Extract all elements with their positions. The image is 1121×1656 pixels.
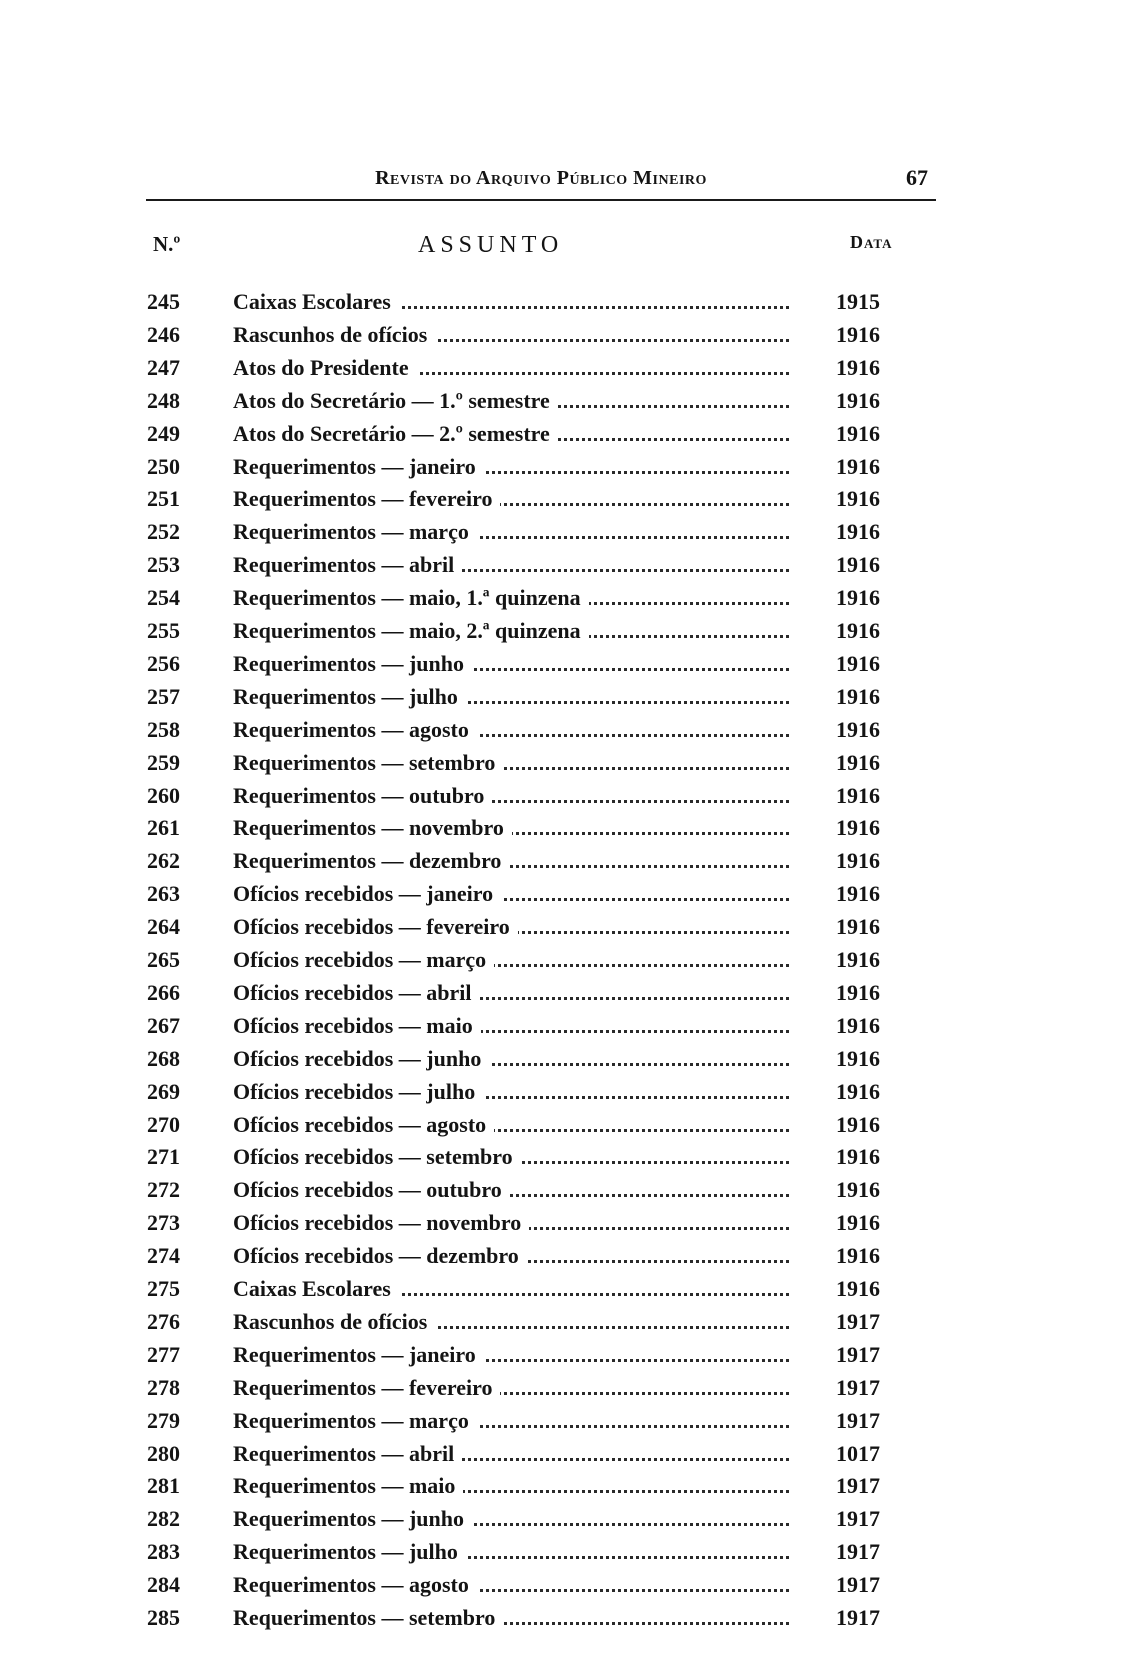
entry-date: 1916: [836, 749, 880, 775]
entry-number: 257: [147, 683, 180, 709]
table-row: [0, 1272, 1121, 1305]
entry-subject: Atos do Presidente: [233, 355, 417, 380]
entry-subject-cell: [233, 285, 789, 318]
entry-subject: Ofícios recebidos — março: [233, 947, 494, 972]
entry-subject: Caixas Escolares: [233, 1276, 399, 1301]
entry-subject: Requerimentos — maio, 2.ª quinzena: [233, 618, 589, 643]
entry-subject: Requerimentos — julho: [233, 684, 466, 709]
entry-subject: Rascunhos de ofícios: [233, 322, 435, 347]
table-row: [0, 482, 1121, 515]
entry-subject-cell: [233, 450, 789, 483]
entry-subject: Ofícios recebidos — julho: [233, 1079, 483, 1104]
table-row: [0, 877, 1121, 910]
entry-date: 1916: [836, 1045, 880, 1071]
entry-subject: Ofícios recebidos — novembro: [233, 1210, 529, 1235]
entry-date: 1916: [836, 782, 880, 808]
entry-number: 247: [147, 354, 180, 380]
entry-number: 282: [147, 1506, 180, 1532]
entry-number: 269: [147, 1078, 180, 1104]
entry-date: 1916: [836, 387, 880, 413]
entry-subject: Atos do Secretário — 2.º semestre: [233, 421, 558, 446]
running-header: [146, 163, 936, 199]
entry-number: 261: [147, 815, 180, 841]
entry-subject-cell: [233, 1305, 789, 1338]
entry-subject-cell: [233, 1568, 789, 1601]
entry-subject: Requerimentos — março: [233, 519, 477, 544]
entry-subject: Requerimentos — dezembro: [233, 848, 509, 873]
entry-date: 1916: [836, 1078, 880, 1104]
entry-subject-cell: [233, 1009, 789, 1042]
table-row: [0, 713, 1121, 746]
entry-subject-cell: [233, 548, 789, 581]
entry-subject-cell: [233, 811, 789, 844]
entry-subject: Ofícios recebidos — dezembro: [233, 1243, 527, 1268]
entry-subject-cell: [233, 1075, 789, 1108]
table-row: [0, 1404, 1121, 1437]
entry-subject: Requerimentos — abril: [233, 552, 462, 577]
table-row: [0, 1239, 1121, 1272]
entry-number: 251: [147, 486, 180, 512]
entry-date: 1917: [836, 1605, 880, 1630]
entry-number: 276: [147, 1308, 180, 1334]
entry-subject-cell: [233, 976, 789, 1009]
entry-number: 271: [147, 1144, 180, 1170]
entry-subject: Requerimentos — fevereiro: [233, 1375, 500, 1400]
table-row: [0, 581, 1121, 614]
entry-number: 279: [147, 1407, 180, 1433]
entry-subject: Requerimentos — setembro: [233, 750, 503, 775]
entry-subject-cell: [233, 351, 789, 384]
entry-subject-cell: [233, 943, 789, 976]
entry-subject: Requerimentos — novembro: [233, 815, 512, 840]
entry-date: 1917: [836, 1374, 880, 1400]
entry-subject-cell: [233, 1404, 789, 1437]
table-row: [0, 384, 1121, 417]
table-row: [0, 811, 1121, 844]
entry-subject-cell: [233, 680, 789, 713]
entry-subject-cell: [233, 1371, 789, 1404]
entry-number: 285: [147, 1605, 180, 1630]
entry-subject: Requerimentos — janeiro: [233, 454, 484, 479]
page-number: 67: [906, 165, 928, 190]
entry-date: 1917: [836, 1506, 880, 1532]
entry-number: 253: [147, 552, 180, 578]
entry-subject-cell: [233, 417, 789, 450]
table-row: [0, 779, 1121, 812]
entry-subject: Requerimentos — outubro: [233, 783, 492, 808]
table-row: [0, 417, 1121, 450]
table-row: [0, 1601, 1121, 1634]
entry-subject: Requerimentos — abril: [233, 1441, 462, 1466]
entry-subject: Ofícios recebidos — fevereiro: [233, 914, 518, 939]
entry-subject: Requerimentos — setembro: [233, 1605, 503, 1630]
table-row: [0, 548, 1121, 581]
entry-subject-cell: [233, 1272, 789, 1305]
entry-subject: Ofícios recebidos — maio: [233, 1013, 481, 1038]
entry-subject-cell: [233, 1173, 789, 1206]
column-header-subject: ASSUNTO: [418, 232, 564, 258]
entry-subject-cell: [233, 1239, 789, 1272]
entry-date: 1916: [836, 947, 880, 972]
entry-number: 259: [147, 749, 180, 775]
entry-subject-cell: [233, 1042, 789, 1075]
table-row: [0, 1108, 1121, 1141]
table-row: [0, 450, 1121, 483]
entry-date: 1917: [836, 1341, 880, 1367]
entry-subject-cell: [233, 844, 789, 877]
table-row: [0, 1437, 1121, 1470]
entry-subject: Requerimentos — março: [233, 1408, 477, 1433]
entry-number: 245: [147, 289, 180, 314]
entry-number: 270: [147, 1111, 180, 1137]
entry-subject-cell: [233, 713, 789, 746]
entry-subject: Requerimentos — maio, 1.ª quinzena: [233, 585, 589, 610]
entry-number: 265: [147, 947, 180, 972]
entry-date: 1916: [836, 1243, 880, 1269]
entry-number: 277: [147, 1341, 180, 1367]
entry-date: 1916: [836, 979, 880, 1005]
table-row: [0, 680, 1121, 713]
entry-date: 1916: [836, 815, 880, 841]
entry-number: 275: [147, 1276, 180, 1301]
table-row: [0, 746, 1121, 779]
entry-subject-cell: [233, 318, 789, 351]
entry-number: 263: [147, 881, 180, 907]
entry-subject-cell: [233, 1502, 789, 1535]
entry-subject: Requerimentos — junho: [233, 651, 472, 676]
entry-date: 1916: [836, 321, 880, 347]
table-row: [0, 1535, 1121, 1568]
entry-subject: Ofícios recebidos — janeiro: [233, 881, 501, 906]
entry-subject: Caixas Escolares: [233, 289, 399, 314]
entry-number: 278: [147, 1374, 180, 1400]
table-row: [0, 318, 1121, 351]
table-row: [0, 976, 1121, 1009]
entry-date: 1916: [836, 1144, 880, 1170]
entry-number: 258: [147, 716, 180, 742]
entry-number: 267: [147, 1012, 180, 1038]
entry-number: 262: [147, 848, 180, 874]
entry-subject: Requerimentos — maio: [233, 1473, 463, 1498]
entry-subject: Atos do Secretário — 1.º semestre: [233, 388, 558, 413]
entry-subject-cell: [233, 1140, 789, 1173]
entry-number: 255: [147, 618, 180, 643]
entry-date: 1917: [836, 1572, 880, 1598]
entry-date: 1916: [836, 683, 880, 709]
entry-date: 1916: [836, 1177, 880, 1203]
entry-number: 249: [147, 420, 180, 446]
journal-title: Revista do Arquivo Público Mineiro: [375, 167, 707, 189]
entry-date: 1916: [836, 881, 880, 907]
table-row: [0, 515, 1121, 548]
entry-date: 1917: [836, 1473, 880, 1499]
entry-number: 256: [147, 650, 180, 676]
table-row: [0, 1042, 1121, 1075]
entry-subject: Ofícios recebidos — setembro: [233, 1144, 521, 1169]
entry-date: 1916: [836, 914, 880, 940]
entry-date: 1916: [836, 848, 880, 874]
entry-subject-cell: [233, 877, 789, 910]
entry-subject: Ofícios recebidos — outubro: [233, 1177, 510, 1202]
header-rule: [146, 199, 936, 201]
table-row: [0, 1009, 1121, 1042]
entry-subject: Requerimentos — julho: [233, 1539, 466, 1564]
table-row: [0, 1305, 1121, 1338]
entry-subject-cell: [233, 910, 789, 943]
table-row: [0, 1173, 1121, 1206]
entry-number: 272: [147, 1177, 180, 1203]
entry-subject-cell: [233, 1469, 789, 1502]
entry-subject: Rascunhos de ofícios: [233, 1309, 435, 1334]
entry-date: 1916: [836, 1111, 880, 1137]
entry-number: 280: [147, 1440, 180, 1466]
entry-date: 1916: [836, 1210, 880, 1236]
entry-date: 1017: [836, 1440, 880, 1466]
entry-subject: Ofícios recebidos — junho: [233, 1046, 489, 1071]
entry-number: 266: [147, 979, 180, 1005]
entry-subject: Requerimentos — junho: [233, 1506, 472, 1531]
entry-date: 1916: [836, 1276, 880, 1301]
entry-subject-cell: [233, 515, 789, 548]
entry-number: 264: [147, 914, 180, 940]
entry-number: 274: [147, 1243, 180, 1269]
entry-number: 273: [147, 1210, 180, 1236]
table-row: [0, 351, 1121, 384]
entry-subject-cell: [233, 482, 789, 515]
entry-date: 1916: [836, 1012, 880, 1038]
entry-date: 1916: [836, 716, 880, 742]
entry-date: 1916: [836, 420, 880, 446]
table-row: [0, 1338, 1121, 1371]
entry-number: 260: [147, 782, 180, 808]
entry-number: 246: [147, 321, 180, 347]
table-row: [0, 1075, 1121, 1108]
entry-subject-cell: [233, 614, 789, 647]
entry-subject-cell: [233, 1601, 789, 1634]
entry-date: 1916: [836, 650, 880, 676]
entry-subject: Requerimentos — agosto: [233, 1572, 477, 1597]
table-row: [0, 647, 1121, 680]
table-row: [0, 844, 1121, 877]
table-row: [0, 943, 1121, 976]
entry-number: 283: [147, 1539, 180, 1565]
table-row: [0, 1469, 1121, 1502]
entry-subject: Requerimentos — janeiro: [233, 1342, 484, 1367]
entry-subject-cell: [233, 746, 789, 779]
entry-date: 1916: [836, 585, 880, 611]
entry-date: 1916: [836, 552, 880, 578]
entry-date: 1917: [836, 1407, 880, 1433]
entry-date: 1917: [836, 1539, 880, 1565]
column-header-number: N.º: [153, 232, 181, 256]
entry-number: 248: [147, 387, 180, 413]
entry-subject: Ofícios recebidos — abril: [233, 980, 480, 1005]
entry-subject-cell: [233, 1535, 789, 1568]
column-header-date: Data: [850, 232, 893, 252]
table-row: [0, 1502, 1121, 1535]
entry-subject-cell: [233, 647, 789, 680]
entry-subject: Requerimentos — agosto: [233, 717, 477, 742]
entry-date: 1916: [836, 486, 880, 512]
table-row: [0, 285, 1121, 318]
table-row: [0, 614, 1121, 647]
table-row: [0, 1140, 1121, 1173]
entry-date: 1917: [836, 1308, 880, 1334]
entry-number: 250: [147, 453, 180, 479]
entry-number: 268: [147, 1045, 180, 1071]
entry-subject-cell: [233, 779, 789, 812]
entry-number: 252: [147, 519, 180, 545]
entry-subject-cell: [233, 1437, 789, 1470]
entry-date: 1915: [836, 289, 880, 314]
entry-subject-cell: [233, 1338, 789, 1371]
entry-number: 281: [147, 1473, 180, 1499]
entry-subject: Ofícios recebidos — agosto: [233, 1112, 494, 1137]
entry-number: 254: [147, 585, 180, 611]
entry-subject-cell: [233, 1108, 789, 1141]
table-row: [0, 910, 1121, 943]
entry-subject-cell: [233, 1206, 789, 1239]
entry-subject-cell: [233, 384, 789, 417]
table-row: [0, 1206, 1121, 1239]
table-row: [0, 1371, 1121, 1404]
entry-date: 1916: [836, 618, 880, 643]
entry-date: 1916: [836, 354, 880, 380]
entry-date: 1916: [836, 519, 880, 545]
entry-subject-cell: [233, 581, 789, 614]
entry-subject: Requerimentos — fevereiro: [233, 486, 500, 511]
entry-date: 1916: [836, 453, 880, 479]
table-row: [0, 1568, 1121, 1601]
entry-number: 284: [147, 1572, 180, 1598]
